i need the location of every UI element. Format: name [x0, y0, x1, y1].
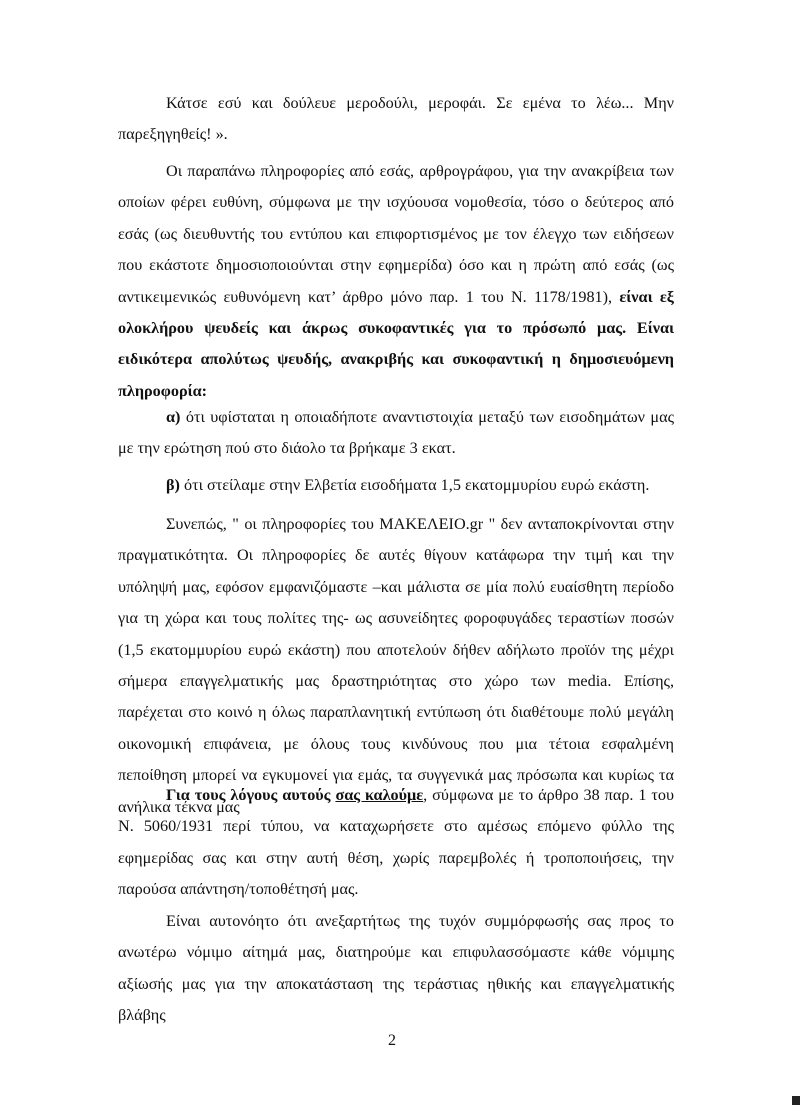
reservation-text: Είναι αυτονόητο ότι ανεξαρτήτως της τυχόν συμμόρφωσής σας προς το ανωτέρω νόμιμο αίτημά μας, διατηρούμε και επιφυλασσόμαστε κάθε νόμιμης αξίωσής μας για την αποκατάσταση της τεράστιας ηθικής και επαγγελματικής βλάβης [118, 912, 674, 1025]
request-bold-text: Για τους λόγους αυτούς [166, 786, 336, 804]
page-number: 2 [388, 1032, 396, 1049]
paragraph-consequences [118, 509, 674, 823]
paragraph-quote-ending [118, 88, 674, 151]
scan-edge-mark [792, 1096, 800, 1105]
paragraph-denial [118, 156, 674, 407]
paragraph-request [118, 780, 674, 906]
denial-bold-text: είναι εξ ολοκλήρου ψευδείς και άκρως συκοφαντικές για το πρόσωπό μας. Είναι ειδικότερα απολύτως ψευδής, ανακριβής και συκοφαντική η δημοσιευόμενη πληροφορία: [118, 287, 675, 400]
request-underlined-text: σας καλούμε [335, 786, 424, 804]
denial-text: Οι παραπάνω πληροφορίες από εσάς, αρθρογράφου, για την ανακρίβεια των οποίων φέρει ευθύνη, σύμφωνα με την ισχύουσα νομοθεσία, τόσο ο δεύτερος από εσάς (ως διευθυντής του εντύπου και επιφορτισμένος με τον έλεγχο των ειδήσεων που εκάστοτε δημοσιοποιούνται στην εφημερίδα) όσο και η πρώτη από εσάς (ως αντικειμενικώς ευθυνόμενη κατ’ άρθρο μόνο παρ. 1 του Ν. 1178/1981), [118, 162, 674, 306]
paragraph-point-a [118, 402, 674, 465]
paragraph-point-b [118, 470, 674, 501]
point-b-label: β) [166, 476, 180, 494]
consequences-text: Συνεπώς, " οι πληροφορίες του ΜΑΚΕΛΕΙΟ.gr " δεν ανταποκρίνονται στην πραγματικότητα. Οι πληροφορίες δε αυτές θίγουν κατάφωρα την τιμή και την υπόληψή μας, εφόσον εμφανιζόμαστε –και μάλιστα σε μία πολύ ευαίσθητη περίοδο για τη χώρα και τους πολίτες της- ως ασυνείδητες φοροφυγάδες τεραστίων ποσών (1,5 εκατομμυρίου ευρώ εκάστη) που αποτελούν δήθεν αδήλωτο προϊόν της μέχρι σήμερα επαγγελματικής μας δραστηριότητας στο χώρο των media. Επίσης, παρέχεται στο κοινό η όλως παραπλανητική εντύπωση ότι διαθέτουμε πολύ μεγάλη οικονομική επιφάνεια, με όλους τους κινδύνους που μια τέτοια εσφαλμένη πεποίθηση μπορεί να εγκυμονεί για εμάς, τα συγγενικά μας πρόσωπα και κυρίως τα ανήλικα τέκνα μας [118, 515, 674, 816]
request-text: , σύμφωνα με το άρθρο 38 παρ. 1 του Ν. 5060/1931 περί τύπου, να καταχωρήσετε στο αμέσως επόμενο φύλλο της εφημερίδας σας και στην αυτή θέση, χωρίς παρεμβολές ή τροποποιήσεις, την παρούσα απάντηση/τοποθέτησή μας. [118, 786, 674, 899]
point-a-text: ότι υφίσταται η οποιαδήποτε αναντιστοιχία μεταξύ των εισοδημάτων μας με την ερώτηση πού στο διάολο τα βρήκαμε 3 εκατ. [118, 408, 674, 458]
point-a-label: α) [166, 408, 181, 426]
quote-text: Κάτσε εσύ και δούλευε μεροδούλι, μεροφάι. Σε εμένα το λέω... Μην παρεξηγηθείς! ». [118, 94, 674, 144]
paragraph-reservation [118, 906, 674, 1032]
point-b-text: ότι στείλαμε στην Ελβετία εισοδήματα 1,5 εκατομμυρίου ευρώ εκάστη. [179, 476, 650, 494]
